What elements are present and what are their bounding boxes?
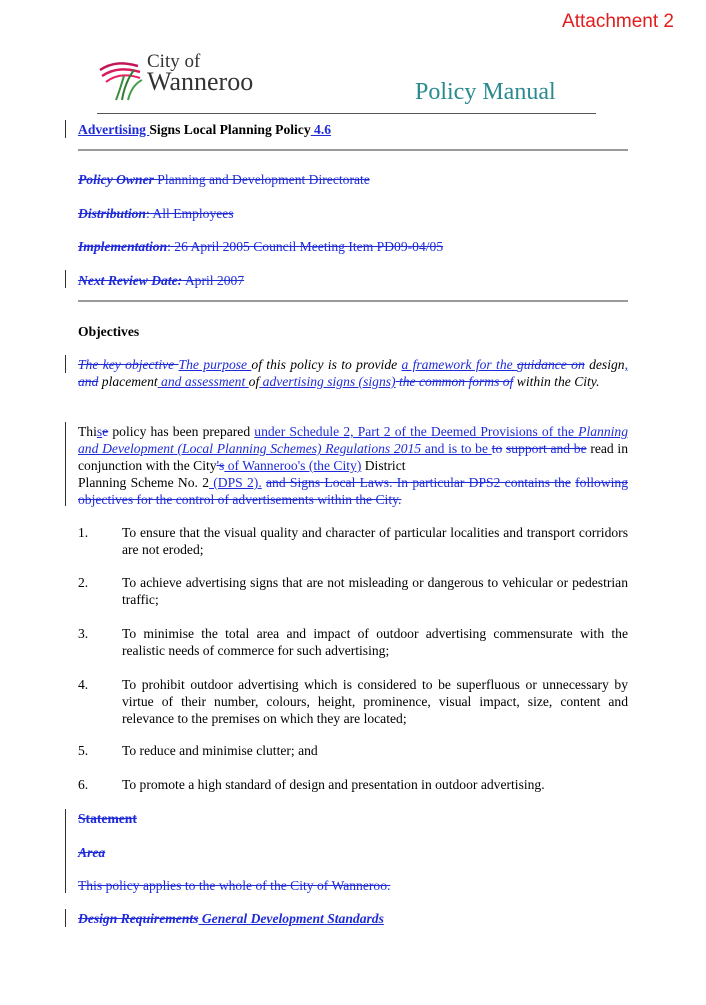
design-ins: General Development Standards	[198, 911, 384, 926]
policy-owner-label: Policy Owner	[78, 172, 154, 187]
p1-ins-5: advertising signs (signs)	[259, 374, 396, 389]
p2-del-4: 's	[216, 458, 225, 473]
objective-item	[78, 676, 628, 727]
p2-ins-3: Planning and Development (Local Planning Schemes) Regulations 2015	[78, 424, 628, 456]
design-del: Design Requirements	[78, 911, 199, 926]
p2-text-5: Planning Scheme No. 2	[78, 475, 209, 490]
distribution-value: : All Employees	[146, 206, 234, 221]
p2-del-2: to	[491, 441, 503, 456]
purpose-paragraph	[78, 356, 628, 390]
p1-del-4: the common forms of	[395, 374, 514, 389]
logo-line-1: City of	[147, 51, 201, 72]
objective-text: To achieve advertising signs that are not misleading or dangerous to vehicular or pedestrian traffic;	[122, 575, 628, 607]
p2-del-3: support and be	[505, 441, 587, 456]
p1-del-3: and	[78, 374, 99, 389]
p2-text-4: District	[361, 458, 406, 473]
p2-ins-1: s	[96, 424, 103, 439]
p2-del-5: and Signs Local Laws. In particular DPS2 contains the	[266, 475, 571, 490]
change-bar	[65, 909, 66, 927]
p1-text-5: within the City.	[516, 374, 600, 389]
p2-text-2: policy has been prepared	[108, 424, 255, 439]
objective-text: To minimise the total area and impact of outdoor advertising commensurate with the realistic needs of commerce for such advertising;	[122, 626, 628, 658]
preparation-paragraph	[78, 423, 628, 508]
statement-heading: Statement	[78, 811, 137, 826]
p2-del-6: following objectives for the control of advertisements within the City.	[78, 475, 629, 507]
p1-ins-3: ,	[624, 357, 628, 372]
p1-ins-2: a framework for the	[401, 357, 517, 372]
p1-text-4: of	[248, 374, 260, 389]
design-heading	[78, 910, 384, 927]
logo-line-2: Wanneroo	[147, 67, 254, 96]
objective-item	[78, 574, 628, 608]
change-bar	[65, 422, 66, 506]
document-title	[78, 121, 331, 138]
p1-text-3: placement	[98, 374, 158, 389]
title-text: Signs Local Planning Policy	[149, 122, 311, 137]
review-value: April 2007	[182, 273, 245, 288]
p1-ins-1: The purpose	[178, 357, 252, 372]
policy-owner	[78, 171, 370, 188]
logo-text	[147, 52, 253, 95]
p2-ins-4: and is to be	[421, 441, 492, 456]
title-insert-2: 4.6	[310, 122, 332, 137]
objective-text: To promote a high standard of design and presentation in outdoor advertising.	[122, 777, 545, 792]
objective-text: To reduce and minimise clutter; and	[122, 743, 318, 758]
meta-divider	[78, 300, 628, 302]
objective-number: 3.	[78, 626, 89, 641]
objective-item	[78, 776, 628, 793]
policy-owner-value: Planning and Development Directorate	[153, 172, 370, 187]
change-bar	[65, 809, 66, 893]
p2-ins-5: of Wanneroo's (the City)	[224, 458, 362, 473]
review-label: Next Review Date:	[78, 273, 183, 288]
objective-item	[78, 524, 628, 558]
p2-text-3: read in conjunction with the City	[78, 441, 628, 473]
objectives-heading: Objectives	[78, 324, 140, 339]
policy-manual-title: Policy Manual	[415, 79, 556, 105]
p1-text-1: of this policy is to provide	[251, 357, 402, 372]
area-heading: Area	[78, 845, 106, 860]
p2-ins-2: under Schedule 2, Part 2 of the Deemed Provisions of the	[254, 424, 579, 439]
p1-text-2: design	[589, 357, 625, 372]
p1-del-2: guidance on	[516, 357, 585, 372]
objective-number: 1.	[78, 525, 89, 540]
objective-text: To ensure that the visual quality and character of particular localities and transport corridors are not eroded;	[122, 525, 628, 557]
p2-text-1: Thi	[78, 424, 97, 439]
implementation-label: Implementation	[78, 239, 168, 254]
objective-text: To prohibit outdoor advertising which is considered to be superfluous or unnecessary by virtue of their number, colours, height, prominence, visual impact, size, content and relevance to the premises on which they are located;	[122, 677, 628, 726]
p1-del-1: The key objective	[78, 357, 179, 372]
title-insert-1: Advertising	[78, 122, 150, 137]
objective-number: 6.	[78, 777, 89, 792]
change-bar	[65, 355, 66, 373]
title-divider	[78, 149, 628, 151]
objective-number: 2.	[78, 575, 89, 590]
distribution	[78, 205, 234, 222]
header-rule	[97, 113, 596, 114]
objective-item	[78, 625, 628, 659]
objective-number: 4.	[78, 677, 89, 692]
change-bar	[65, 270, 66, 288]
objective-item	[78, 742, 628, 759]
attachment-label: Attachment 2	[562, 11, 674, 32]
implementation-value: : 26 April 2005 Council Meeting Item PD09-04/05	[167, 239, 444, 254]
objective-number: 5.	[78, 743, 89, 758]
area-text: This policy applies to the whole of the City of Wanneroo.	[78, 878, 391, 893]
next-review-date	[78, 272, 244, 289]
p2-ins-6: (DPS 2).	[209, 475, 262, 490]
p1-ins-4: and assessment	[157, 374, 249, 389]
distribution-label: Distribution	[78, 206, 146, 221]
p2-del-1: e	[102, 424, 109, 439]
implementation	[78, 238, 443, 255]
change-bar	[65, 120, 66, 138]
